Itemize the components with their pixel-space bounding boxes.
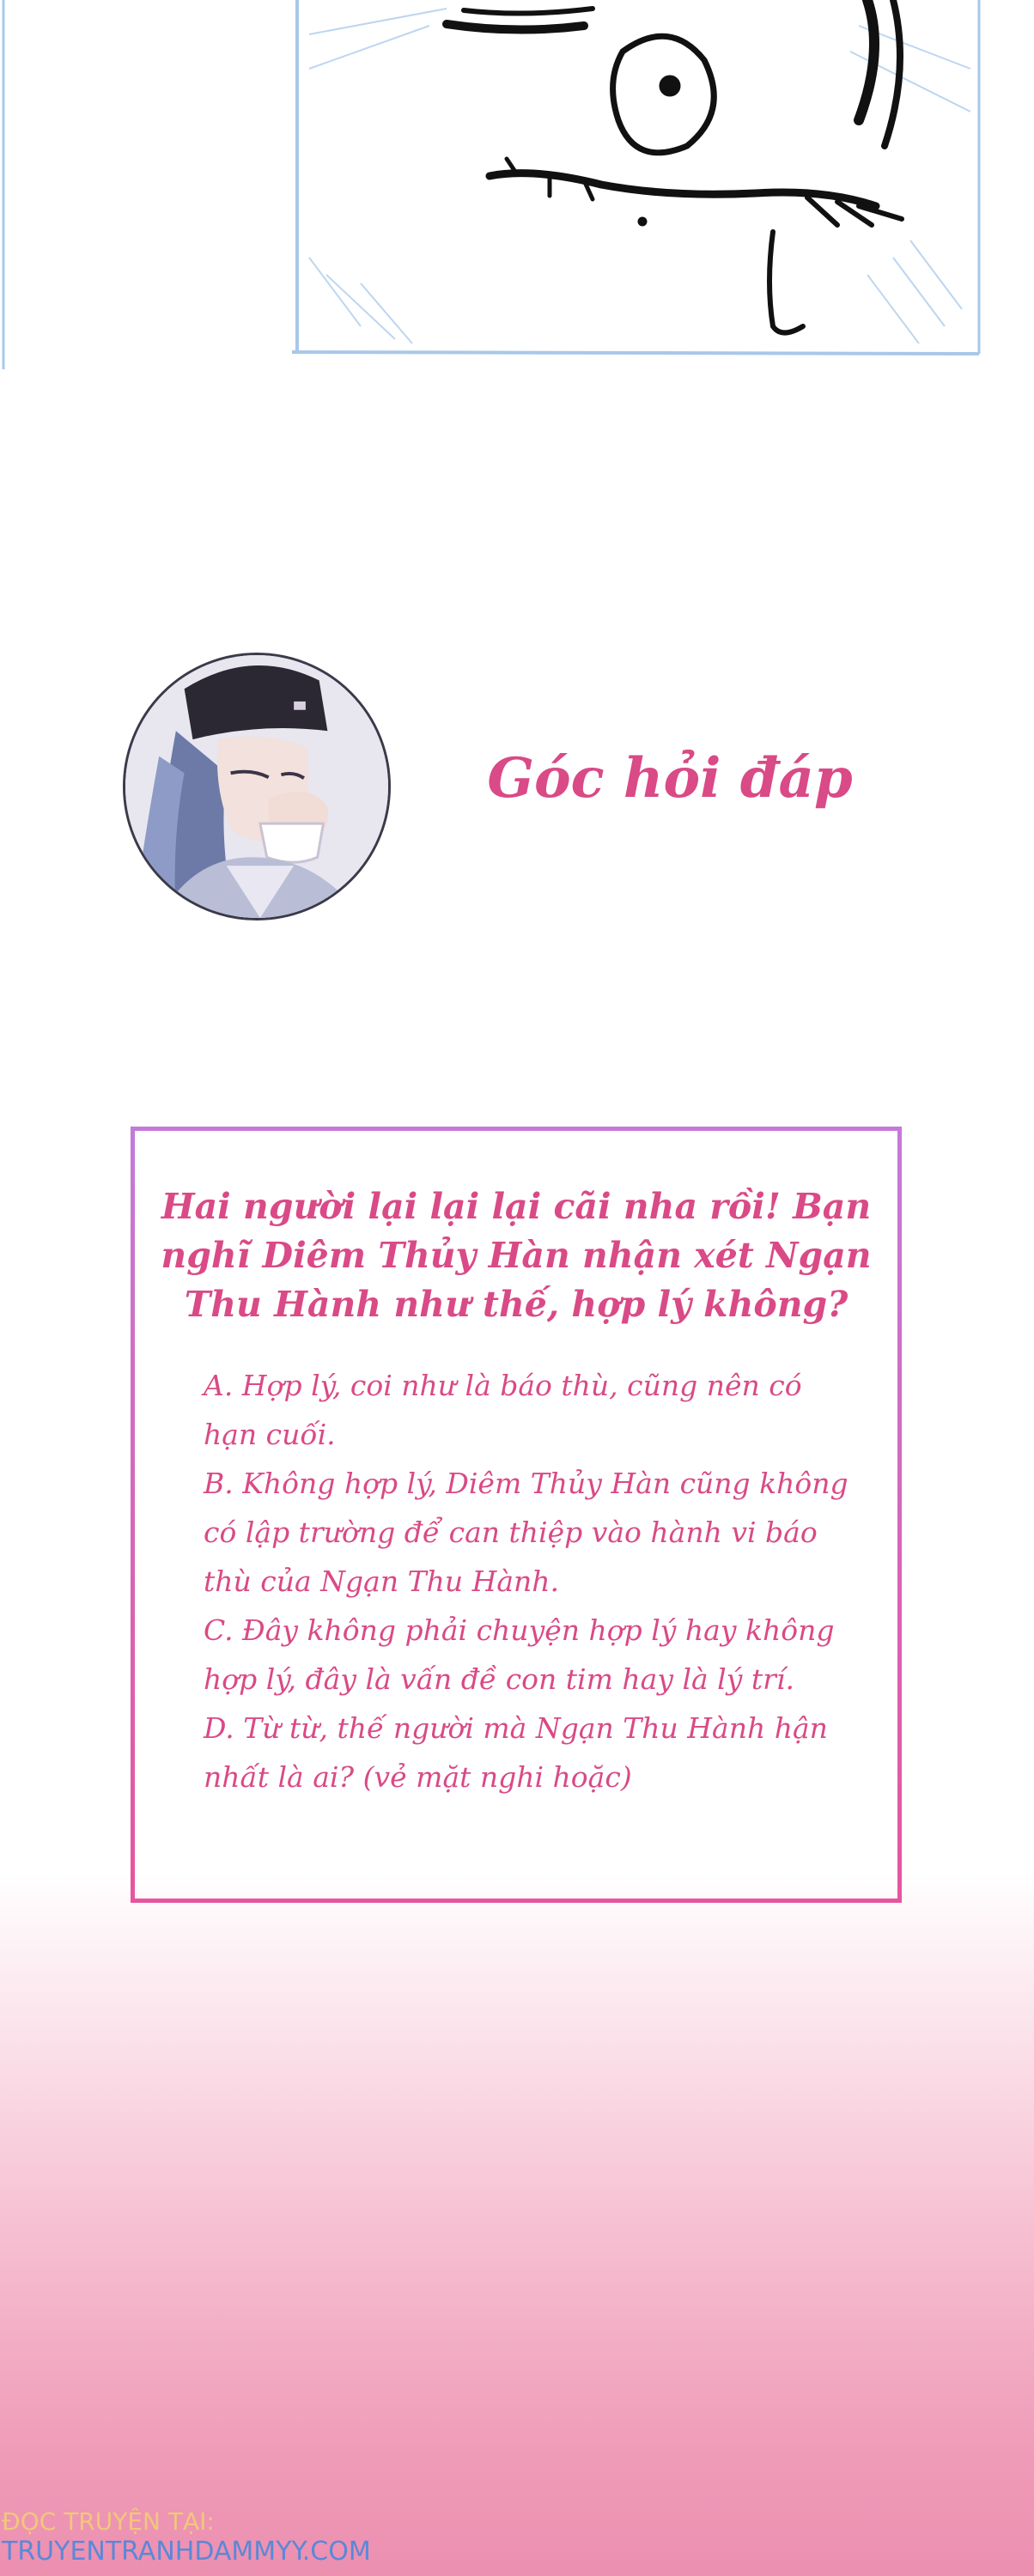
answer-list <box>204 1361 856 1801</box>
watermark-read-at: ĐỌC TRUYỆN TẠI: <box>2 2507 215 2536</box>
qa-box <box>131 1127 902 1903</box>
answer-option-c: C. Đây không phải chuyện hợp lý hay không hợp lý, đây là vấn đề con tim hay là lý trí. <box>204 1613 835 1696</box>
eye-sketch-icon <box>0 0 1034 369</box>
answer-option-d: D. Từ từ, thế người mà Ngạn Thu Hành hận nhất là ai? (vẻ mặt nghi hoặc) <box>204 1711 828 1794</box>
character-avatar <box>123 653 391 920</box>
answer-option-b: B. Không hợp lý, Diêm Thủy Hàn cũng không có lập trường để can thiệp vào hành vi báo thù của Ngạn Thu Hành. <box>204 1467 848 1598</box>
section-title: Góc hỏi đáp <box>487 746 853 811</box>
answer-option-a: A. Hợp lý, coi như là báo thù, cũng nên có hạn cuối. <box>204 1369 802 1451</box>
question-text: Hai người lại lại lại cãi nha rồi! Bạn nghĩ Diêm Thủy Hàn nhận xét Ngạn Thu Hành như thế, hợp lý không? <box>161 1186 872 1325</box>
character-portrait-icon <box>125 655 388 918</box>
comic-sketch-panel <box>0 0 1034 369</box>
watermark-url: TRUYENTRANHDAMMYY.COM <box>2 2537 371 2567</box>
site-watermark <box>2 2507 371 2567</box>
